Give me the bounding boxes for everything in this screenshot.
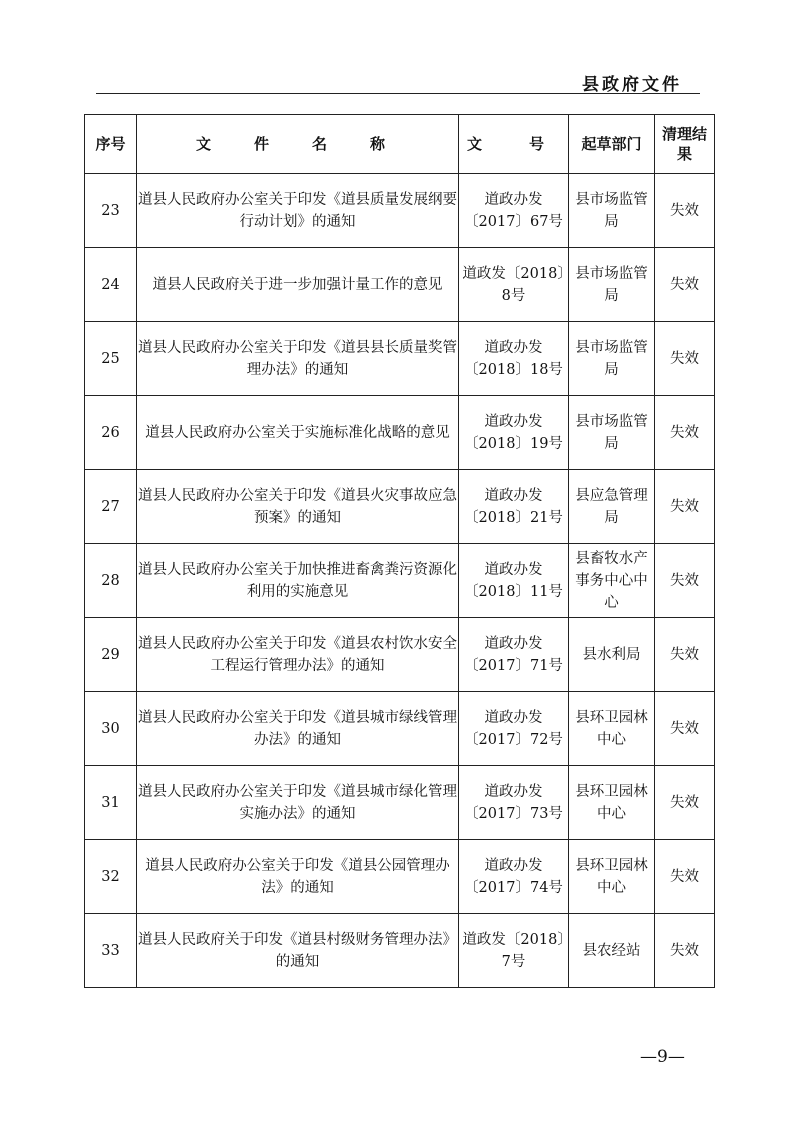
cell-doc-number: 道政办发〔2017〕71号: [459, 618, 569, 692]
cell-doc-number: 道政办发〔2018〕19号: [459, 396, 569, 470]
cell-department: 县市场监管局: [569, 174, 655, 248]
header-rule: [96, 93, 700, 94]
cell-department: 县应急管理局: [569, 470, 655, 544]
cell-name: 道县人民政府办公室关于印发《道县火灾事故应急预案》的通知: [137, 470, 459, 544]
table-row: [85, 766, 715, 840]
cell-doc-number: 道政办发〔2017〕72号: [459, 692, 569, 766]
cell-number: 26: [85, 396, 137, 470]
table-row: [85, 174, 715, 248]
cell-name: 道县人民政府办公室关于印发《道县公园管理办法》的通知: [137, 840, 459, 914]
cell-name: 道县人民政府关于进一步加强计量工作的意见: [137, 248, 459, 322]
col-header-doc-number: 文 号: [459, 115, 569, 174]
cell-number: 27: [85, 470, 137, 544]
cell-department: 县市场监管局: [569, 248, 655, 322]
cell-number: 25: [85, 322, 137, 396]
table-row: [85, 914, 715, 988]
cell-result: 失效: [655, 692, 715, 766]
header-title: 县政府文件: [582, 75, 682, 95]
cell-number: 30: [85, 692, 137, 766]
cell-result: 失效: [655, 914, 715, 988]
cell-doc-number: 道政发〔2018〕7号: [459, 914, 569, 988]
cell-doc-number: 道政发〔2018〕8号: [459, 248, 569, 322]
cell-number: 32: [85, 840, 137, 914]
cell-doc-number: 道政办发〔2017〕74号: [459, 840, 569, 914]
cell-department: 县环卫园林中心: [569, 766, 655, 840]
cell-department: 县市场监管局: [569, 396, 655, 470]
cell-name: 道县人民政府办公室关于印发《道县城市绿线管理办法》的通知: [137, 692, 459, 766]
table-row: [85, 544, 715, 618]
cell-name: 道县人民政府办公室关于印发《道县质量发展纲要行动计划》的通知: [137, 174, 459, 248]
cell-number: 29: [85, 618, 137, 692]
table-row: [85, 396, 715, 470]
table-row: [85, 248, 715, 322]
cell-name: 道县人民政府办公室关于实施标准化战略的意见: [137, 396, 459, 470]
cell-number: 28: [85, 544, 137, 618]
table-body: [85, 174, 715, 988]
table-row: [85, 470, 715, 544]
cell-number: 24: [85, 248, 137, 322]
cell-department: 县水利局: [569, 618, 655, 692]
page-number: —9—: [640, 1047, 685, 1067]
cell-doc-number: 道政办发〔2018〕18号: [459, 322, 569, 396]
col-header-number: 序号: [85, 115, 137, 174]
cell-doc-number: 道政办发〔2017〕73号: [459, 766, 569, 840]
cell-doc-number: 道政办发〔2017〕67号: [459, 174, 569, 248]
cell-result: 失效: [655, 322, 715, 396]
cell-department: 县市场监管局: [569, 322, 655, 396]
cell-number: 33: [85, 914, 137, 988]
cell-name: 道县人民政府办公室关于加快推进畜禽粪污资源化利用的实施意见: [137, 544, 459, 618]
cell-result: 失效: [655, 248, 715, 322]
cell-number: 23: [85, 174, 137, 248]
col-header-name: 文 件 名 称: [137, 115, 459, 174]
cell-doc-number: 道政办发〔2018〕21号: [459, 470, 569, 544]
cell-result: 失效: [655, 396, 715, 470]
cell-doc-number: 道政办发〔2018〕11号: [459, 544, 569, 618]
table-row: [85, 618, 715, 692]
cell-result: 失效: [655, 174, 715, 248]
cell-result: 失效: [655, 766, 715, 840]
cell-name: 道县人民政府关于印发《道县村级财务管理办法》的通知: [137, 914, 459, 988]
cell-result: 失效: [655, 618, 715, 692]
cell-name: 道县人民政府办公室关于印发《道县城市绿化管理实施办法》的通知: [137, 766, 459, 840]
table-row: [85, 840, 715, 914]
cell-department: 县畜牧水产事务中心中心: [569, 544, 655, 618]
col-header-department: 起草部门: [569, 115, 655, 174]
cell-result: 失效: [655, 544, 715, 618]
cell-department: 县环卫园林中心: [569, 840, 655, 914]
col-header-result: 清理结果: [655, 115, 715, 174]
cell-name: 道县人民政府办公室关于印发《道县县长质量奖管理办法》的通知: [137, 322, 459, 396]
cell-department: 县环卫园林中心: [569, 692, 655, 766]
document-table: [84, 114, 715, 988]
cell-name: 道县人民政府办公室关于印发《道县农村饮水安全工程运行管理办法》的通知: [137, 618, 459, 692]
table-row: [85, 322, 715, 396]
table-header-row: [85, 115, 715, 174]
cell-department: 县农经站: [569, 914, 655, 988]
table-row: [85, 692, 715, 766]
cell-result: 失效: [655, 470, 715, 544]
cell-result: 失效: [655, 840, 715, 914]
cell-number: 31: [85, 766, 137, 840]
